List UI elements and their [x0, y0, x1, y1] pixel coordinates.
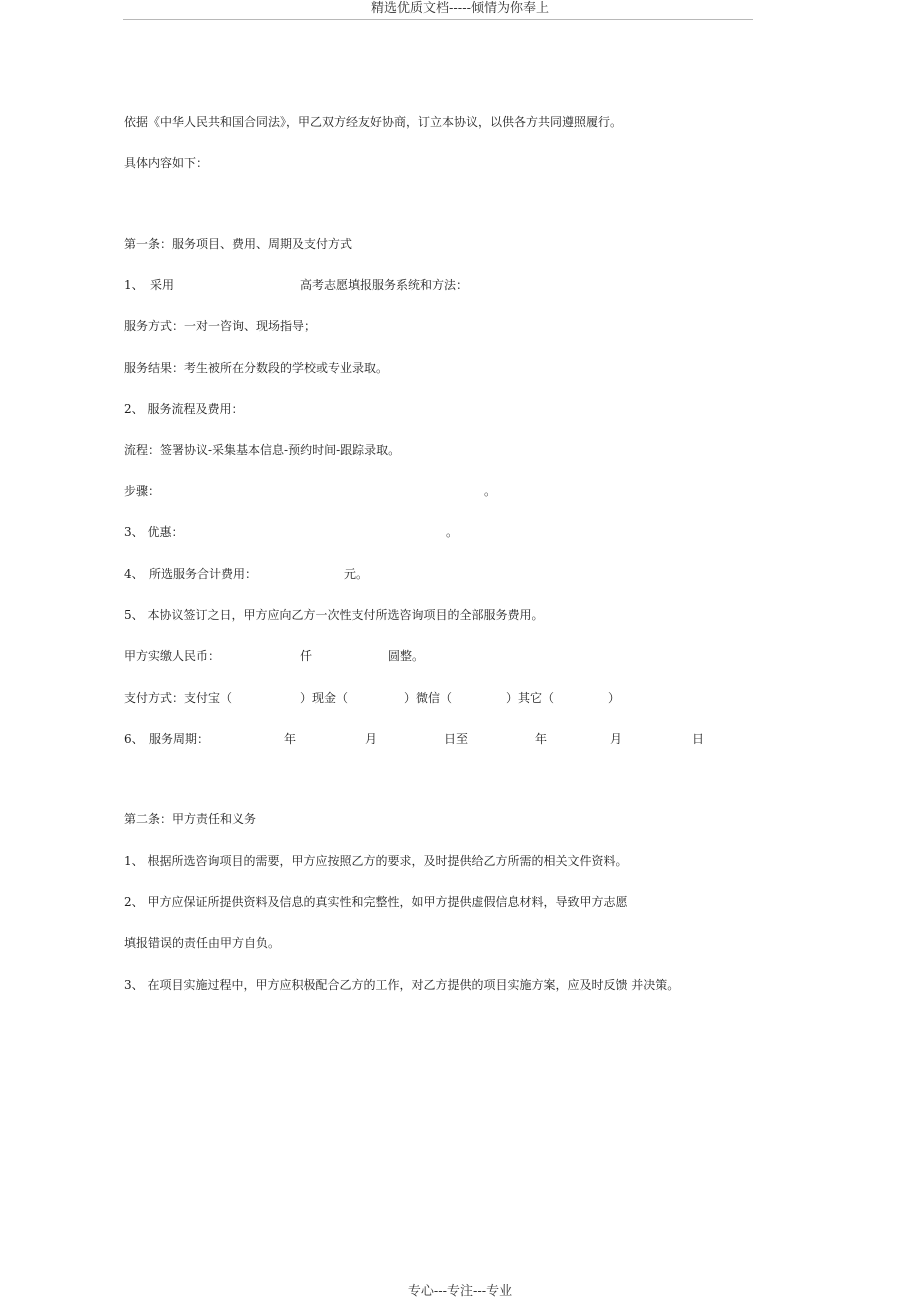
- pay-method-wechat: ）微信（: [404, 691, 453, 705]
- end-year: 年: [535, 732, 548, 746]
- item4-number: 4、: [124, 567, 144, 581]
- service-result: 服务结果：考生被所在分数段的学校或专业录取。: [124, 361, 389, 375]
- page-footer: 专心---专注---专业: [407, 1284, 513, 1299]
- article2-item2: 2、 甲方应保证所提供资料及信息的真实性和完整性，如甲方提供虚假信息材料，导致甲方志愿: [124, 895, 628, 909]
- intro-content-label: 具体内容如下：: [124, 156, 209, 170]
- item6-number: 6、: [124, 732, 144, 746]
- pay-method-cash: ）现金（: [300, 691, 349, 705]
- service-process: 流程：签署协议-采集基本信息-预约时间-跟踪录取。: [124, 443, 401, 457]
- steps-label: 步骤：: [124, 484, 161, 498]
- payment-yuan: 圆整。: [388, 649, 425, 663]
- item1-adopt-label: 采用: [150, 278, 175, 292]
- service-period-label: 服务周期：: [149, 732, 210, 746]
- start-month: 月: [365, 732, 378, 746]
- pay-method-alipay: 支付方式：支付宝（: [124, 691, 233, 705]
- article2-item3: 3、 在项目实施过程中，甲方应积极配合乙方的工作，对乙方提供的项目实施方案，应及时反馈 并决策。: [124, 978, 680, 992]
- item1-number: 1、: [124, 278, 144, 292]
- pay-method-other: ）其它（: [506, 691, 555, 705]
- intro-paragraph: 依据《中华人民共和国合同法》，甲乙双方经友好协商，订立本协议，以供各方共同遵照履行。: [124, 115, 623, 129]
- steps-end-mark: 。: [484, 484, 497, 498]
- total-fee-unit: 元。: [344, 567, 369, 581]
- payment-rmb-label: 甲方实缴人民币：: [124, 649, 221, 663]
- item1-system-text: 高考志愿填报服务系统和方法：: [300, 278, 469, 292]
- service-mode: 服务方式：一对一咨询、现场指导；: [124, 319, 317, 333]
- payment-thousand: 仟: [300, 649, 313, 663]
- end-month: 月: [610, 732, 623, 746]
- start-year: 年: [284, 732, 297, 746]
- discount-end-mark: 。: [446, 525, 459, 539]
- header-divider: [123, 19, 753, 20]
- article1-title: 第一条：服务项目、费用、周期及支付方式: [124, 237, 353, 251]
- article2-item2-continued: 填报错误的责任由甲方自负。: [124, 936, 281, 950]
- page-header: 精选优质文档-----倾情为你奉上: [371, 1, 549, 16]
- end-day: 日: [692, 732, 705, 746]
- pay-method-close: ）: [608, 691, 621, 705]
- article2-item1: 1、 根据所选咨询项目的需要，甲方应按照乙方的要求，及时提供给乙方所需的相关文件资料。: [124, 854, 628, 868]
- article1-item5: 5、 本协议签订之日，甲方应向乙方一次性支付所选咨询项目的全部服务费用。: [124, 608, 544, 622]
- start-day-to: 日至: [444, 732, 469, 746]
- discount-label: 3、 优惠：: [124, 525, 184, 539]
- article1-item2: 2、 服务流程及费用：: [124, 402, 244, 416]
- total-fee-label: 所选服务合计费用：: [149, 567, 258, 581]
- article2-title: 第二条：甲方责任和义务: [124, 812, 257, 826]
